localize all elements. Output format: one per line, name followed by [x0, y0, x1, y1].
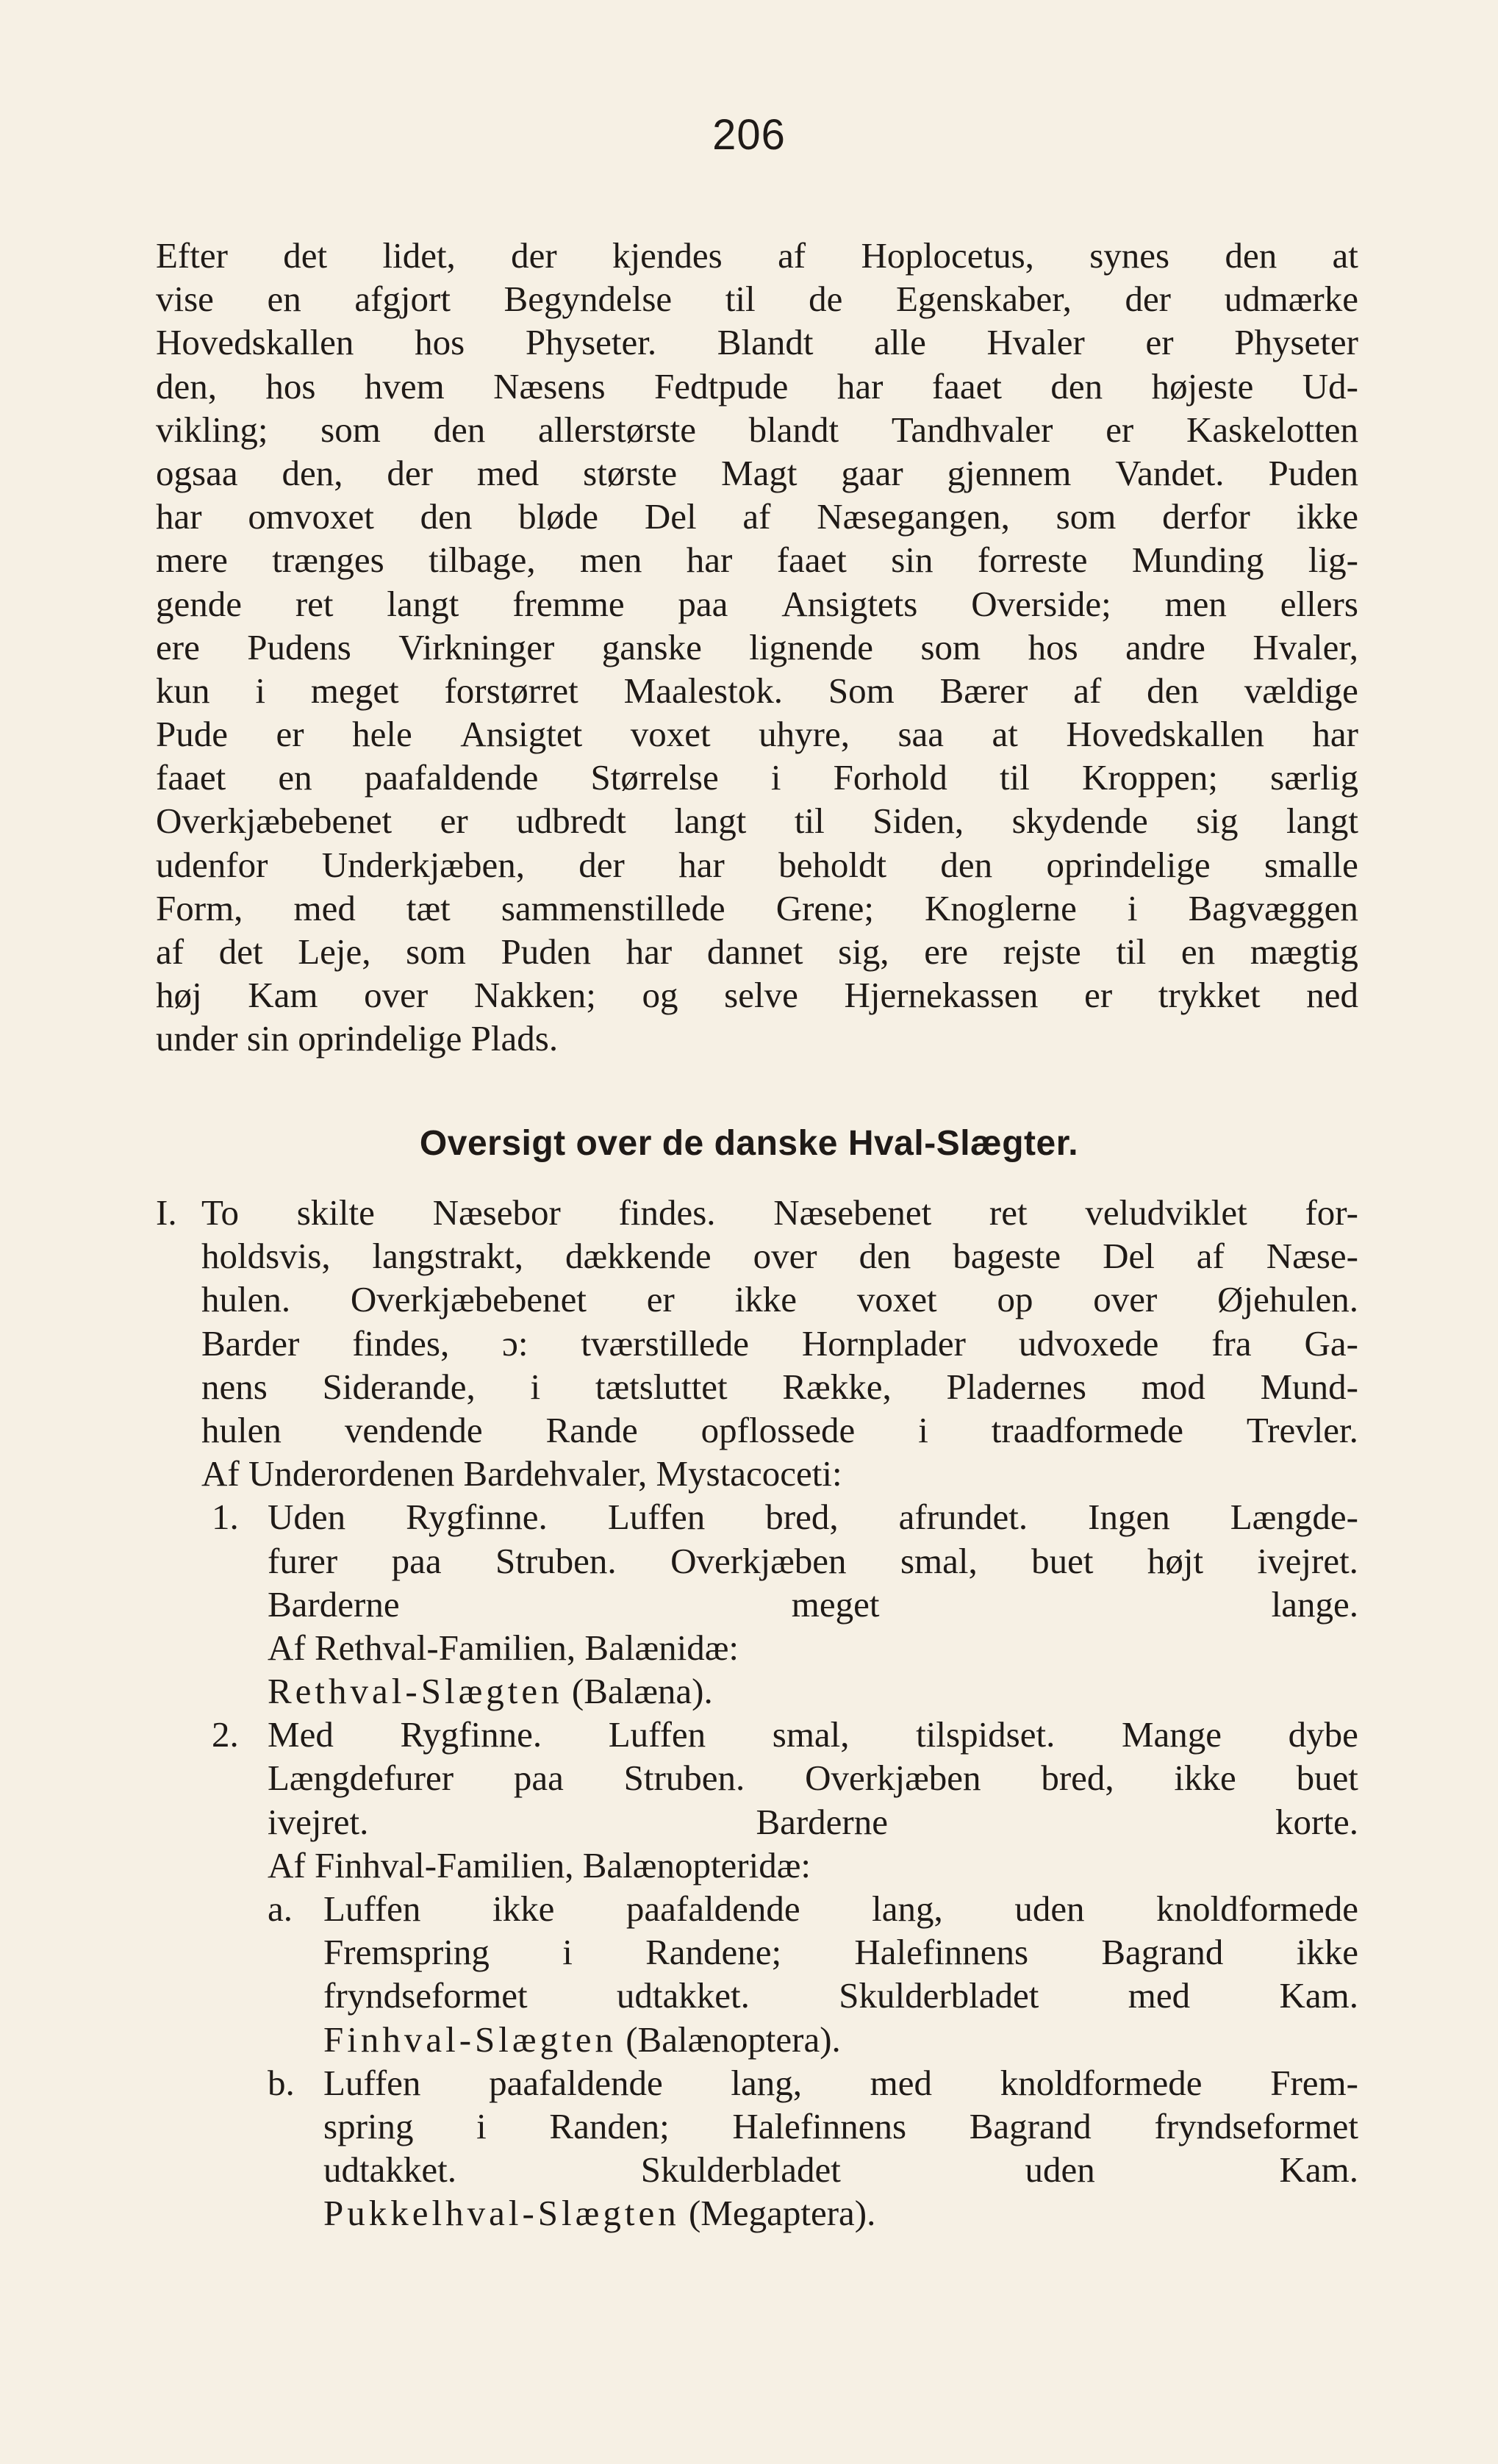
text-line: Uden Rygfinne. Luffen bred, afrundet. Ingen Længde-	[268, 1497, 1358, 1538]
text-line: holdsvis, langstrakt, dækkende over den bageste Del af Næse-	[201, 1236, 1358, 1277]
item-a	[268, 1887, 1358, 2061]
text-line: nens Siderande, i tætsluttet Række, Pladernes mod Mund-	[201, 1366, 1358, 1407]
item-1-text	[268, 1495, 1358, 1713]
item-a-text	[323, 1887, 1358, 2061]
text-line: gende ret langt fremme paa Ansigtets Overside; men ellers	[156, 583, 1358, 624]
text-line: høj Kam over Nakken; og selve Hjernekassen er trykket ned	[156, 975, 1358, 1016]
item-marker: b.	[268, 2062, 295, 2103]
text-line: furer paa Struben. Overkjæben smal, buet højt ivejret.	[268, 1540, 1358, 1581]
item-b-text	[323, 2061, 1358, 2235]
genus-name: Rethval-Slægten	[268, 1671, 563, 1712]
text-line: vise en afgjort Begyndelse til de Egenskaber, der udmærke	[156, 279, 1358, 320]
genus-line	[268, 1669, 1358, 1713]
text-line: Luffen paafaldende lang, med knoldformede Frem-	[323, 2062, 1358, 2103]
text-line: den, hos hvem Næsens Fedtpude har faaet den højeste Ud-	[156, 365, 1358, 407]
text-line: Barder findes, ɔ: tværstillede Hornplader udvoxede fra Ga-	[201, 1322, 1358, 1364]
text-line: udtakket. Skulderbladet uden Kam.	[323, 2149, 1358, 2191]
genus-latin: (Balæna).	[571, 1671, 713, 1712]
genus-latin: (Balænoptera).	[626, 2019, 841, 2060]
text-line: ogsaa den, der med største Magt gaar gjennem Vandet. Puden	[156, 452, 1358, 493]
section-I	[156, 1191, 1358, 1495]
text-line: af det Leje, som Puden har dannet sig, ere rejste til en mægtig	[156, 931, 1358, 972]
text-line: Form, med tæt sammenstillede Grene; Knoglerne i Bagvæggen	[156, 887, 1358, 928]
text-line: kun i meget forstørret Maalestok. Som Bærer af den vældige	[156, 670, 1358, 711]
genus-overview	[156, 1191, 1358, 2235]
text-line: Fremspring i Randene; Halefinnens Bagrand ikke	[323, 1932, 1358, 1973]
item-b	[268, 2061, 1358, 2235]
section-heading: Oversigt over de danske Hval-Slægter.	[419, 1124, 1079, 1163]
text-line: Af Rethval-Familien, Balænidæ:	[268, 1627, 739, 1668]
text-line: Barderne meget lange.	[268, 1583, 1358, 1625]
genus-name: Finhval-Slægten	[323, 2019, 617, 2060]
text-line: har omvoxet den bløde Del af Næsegangen, som derfor ikke	[156, 496, 1358, 537]
genus-name: Pukkelhval-Slægten	[323, 2193, 680, 2234]
genus-line	[323, 2018, 1358, 2061]
item-marker: 1.	[212, 1497, 239, 1538]
item-marker: 2.	[212, 1714, 239, 1755]
text-line: udenfor Underkjæben, der har beholdt den oprindelige smalle	[156, 844, 1358, 885]
text-line: spring i Randen; Halefinnens Bagrand fryndseformet	[323, 2105, 1358, 2146]
text-line: To skilte Næsebor findes. Næsebenet ret veludviklet for-	[201, 1192, 1358, 1233]
page-number: 206	[712, 111, 786, 159]
text-line: ere Pudens Virkninger ganske lignende som hos andre Hvaler,	[156, 626, 1358, 667]
text-line: Pude er hele Ansigtet voxet uhyre, saa at Hovedskallen har	[156, 714, 1358, 755]
text-line: hulen. Overkjæbebenet er ikke voxet op over Øjehulen.	[201, 1279, 1358, 1320]
text-line: Overkjæbebenet er udbredt langt til Siden, skydende sig langt	[156, 801, 1358, 842]
text-line: Af Underordenen Bardehvaler, Mystacoceti:	[201, 1453, 842, 1494]
text-line: hulen vendende Rande opflossede i traadformede Trevler.	[201, 1409, 1358, 1450]
genus-line	[323, 2191, 1358, 2235]
text-line: vikling; som den allerstørste blandt Tandhvaler er Kaskelotten	[156, 409, 1358, 450]
text-line: faaet en paafaldende Størrelse i Forhold til Kroppen; særlig	[156, 757, 1358, 798]
genus-latin: (Megaptera).	[688, 2193, 876, 2234]
intro-paragraph	[156, 234, 1358, 1061]
item-2-text	[268, 1713, 1358, 2235]
text-line: mere trænges tilbage, men har faaet sin forreste Munding lig-	[156, 540, 1358, 581]
text-line: Luffen ikke paafaldende lang, uden knoldformede	[323, 1888, 1358, 1929]
text-line: fryndseformet udtakket. Skulderbladet med Kam.	[323, 1975, 1358, 2016]
text-line: under sin oprindelige Plads.	[156, 1018, 559, 1059]
item-2	[212, 1713, 1358, 2235]
text-line: Længdefurer paa Struben. Overkjæben bred, ikke buet	[268, 1758, 1358, 1799]
text-line: Af Finhval-Familien, Balænopteridæ:	[268, 1844, 811, 1885]
item-1	[212, 1495, 1358, 1713]
text-line: Med Rygfinne. Luffen smal, tilspidset. Mange dybe	[268, 1714, 1358, 1755]
text-line: ivejret. Barderne korte.	[268, 1801, 1358, 1842]
text-line: Hovedskallen hos Physeter. Blandt alle Hvaler er Physeter	[156, 322, 1358, 363]
section-I-text	[201, 1191, 1358, 1495]
item-marker: I.	[156, 1192, 177, 1233]
item-marker: a.	[268, 1888, 293, 1929]
text-line: Efter det lidet, der kjendes af Hoplocetus, synes den at	[156, 235, 1358, 276]
